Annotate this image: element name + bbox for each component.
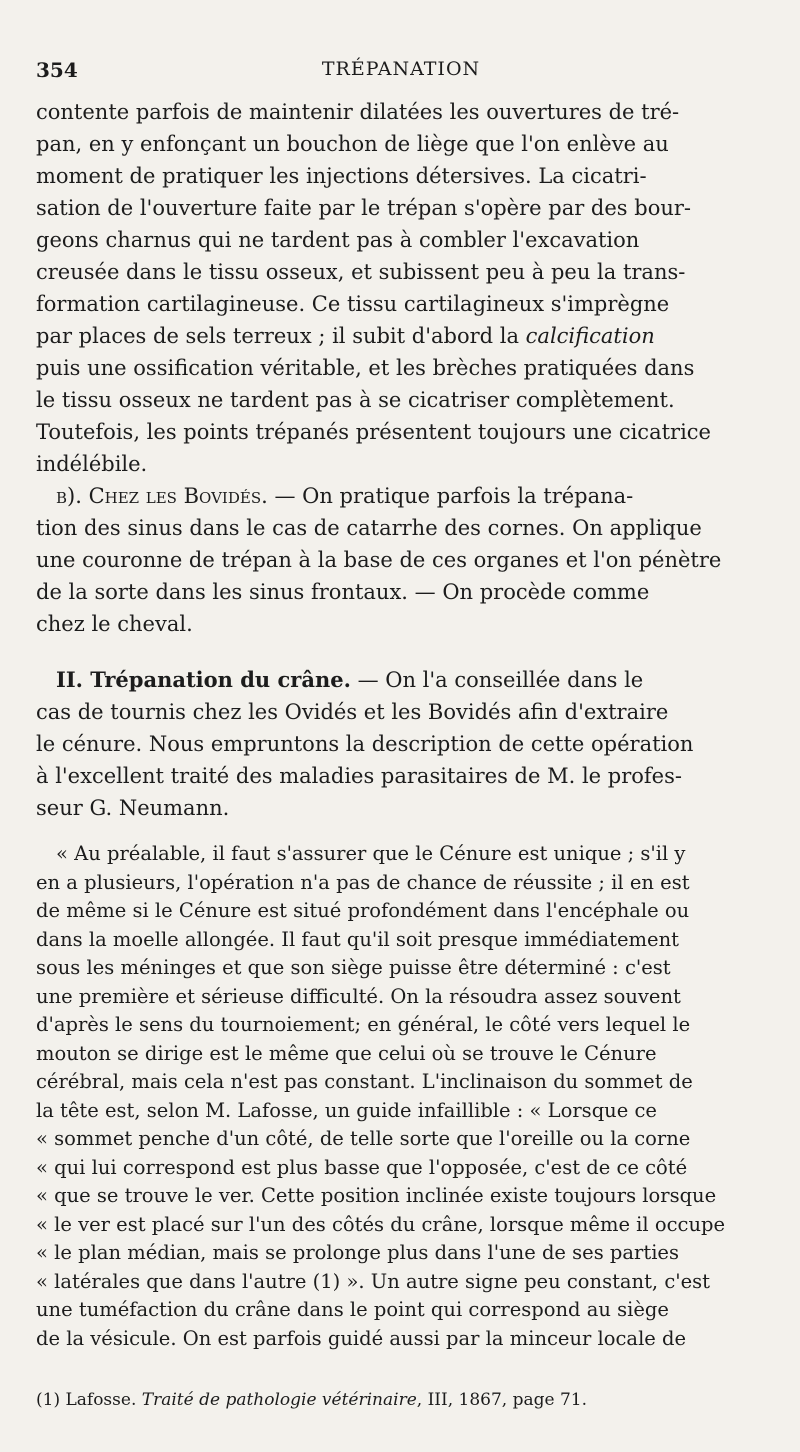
footnote-marker: (1) Lafosse.	[36, 1390, 142, 1410]
text-line: creusée dans le tissu osseux, et subissent peu à peu la trans-	[36, 260, 686, 284]
quote-line: « le plan médian, mais se prolonge plus dans l'une de ses parties	[36, 1241, 679, 1264]
text-line	[36, 320, 766, 352]
page-number: 354	[36, 58, 78, 82]
text-fragment: par places de sels terreux ; il subit d'abord la	[36, 324, 526, 348]
quote-line: « que se trouve le ver. Cette position inclinée existe toujours lorsque	[36, 1184, 717, 1207]
quote-line: une première et sérieuse difficulté. On la résoudra assez souvent	[36, 984, 681, 1008]
quote-line: « qui lui correspond est plus basse que l'opposée, c'est de ce côté	[36, 1155, 688, 1179]
text-line: moment de pratiquer les injections détersives. La cicatri-	[36, 164, 647, 188]
text-line: puis une ossification véritable, et les brèches pratiquées dans	[36, 356, 695, 380]
section-heading: II. Trépanation du crâne.	[56, 667, 351, 692]
quote-line: une tuméfaction du crâne dans le point qui correspond au siège	[36, 1298, 669, 1321]
text-line: formation cartilagineuse. Ce tissu cartilagineux s'imprègne	[36, 292, 670, 316]
text-line: cas de tournis chez les Ovidés et les Bovidés afin d'extraire	[36, 700, 669, 724]
quote-line: dans la moelle allongée. Il faut qu'il soit presque immédiatement	[36, 927, 679, 951]
text-line: indélébile.	[36, 452, 148, 476]
quote-line: « sommet penche d'un côté, de telle sorte que l'oreille ou la corne	[36, 1127, 691, 1150]
quote-line: sous les méninges et que son siège puisse être déterminé : c'est	[36, 956, 671, 979]
footnote-rest: , III, 1867, page 71.	[416, 1390, 587, 1410]
text-line: chez le cheval.	[36, 612, 193, 636]
text-line: de la sorte dans les sinus frontaux. — On procède comme	[36, 580, 650, 604]
text-fragment: — On pratique parfois la trépana-	[267, 484, 634, 508]
footnote-title: Traité de pathologie vétérinaire	[141, 1390, 417, 1410]
quotation-neumann	[36, 840, 766, 1353]
running-title: TRÉPANATION	[321, 58, 481, 80]
text-line	[36, 480, 766, 512]
text-fragment: — On l'a conseillée dans le	[350, 668, 644, 692]
text-line: à l'excellent traité des maladies parasitaires de M. le profes-	[36, 764, 682, 788]
text-line: pan, en y enfonçant un bouchon de liège que l'on enlève au	[36, 132, 669, 156]
text-line: Toutefois, les points trépanés présentent toujours une cicatrice	[36, 420, 711, 444]
subsection-label: b). Chez les Bovidés.	[56, 484, 268, 508]
text-line: seur G. Neumann.	[36, 796, 230, 820]
section-trepanation-crane	[36, 664, 766, 824]
text-line: tion des sinus dans le cas de catarrhe des cornes. On applique	[36, 516, 702, 540]
text-line: sation de l'ouverture faite par le trépan s'opère par des bour-	[36, 196, 691, 220]
quote-line: « le ver est placé sur l'un des côtés du crâne, lorsque même il occupe	[36, 1212, 726, 1236]
footnote-line	[36, 1388, 766, 1412]
quote-line: « Au préalable, il faut s'assurer que le Cénure est unique ; s'il y	[56, 842, 686, 865]
quote-line: la tête est, selon M. Lafosse, un guide infaillible : « Lorsque ce	[36, 1098, 657, 1122]
page-header	[36, 58, 766, 88]
text-line: le tissu osseux ne tardent pas à se cicatriser complètement.	[36, 388, 675, 412]
italic-term: calcification	[525, 324, 655, 348]
text-line: contente parfois de maintenir dilatées les ouvertures de tré-	[36, 100, 680, 124]
paragraph-cicatrisation	[36, 96, 766, 480]
quote-line: en a plusieurs, l'opération n'a pas de chance de réussite ; il en est	[36, 870, 690, 894]
footnote	[36, 1388, 766, 1412]
quote-line: « latérales que dans l'autre (1) ». Un autre signe peu constant, c'est	[36, 1269, 710, 1293]
text-line: le cénure. Nous empruntons la description de cette opération	[36, 732, 694, 756]
paragraph-bovides	[36, 480, 766, 640]
quote-line: de même si le Cénure est situé profondément dans l'encéphale ou	[36, 899, 690, 922]
quote-line: mouton se dirige est le même que celui où se trouve le Cénure	[36, 1041, 657, 1065]
quote-line: d'après le sens du tournoiement; en général, le côté vers lequel le	[36, 1013, 691, 1036]
quote-line: cérébral, mais cela n'est pas constant. L'inclinaison du sommet de	[36, 1070, 693, 1093]
text-line	[36, 664, 766, 696]
text-line: geons charnus qui ne tardent pas à combler l'excavation	[36, 228, 640, 252]
text-line: une couronne de trépan à la base de ces organes et l'on pénètre	[36, 548, 722, 572]
quote-line: de la vésicule. On est parfois guidé aussi par la minceur locale de	[36, 1326, 687, 1350]
